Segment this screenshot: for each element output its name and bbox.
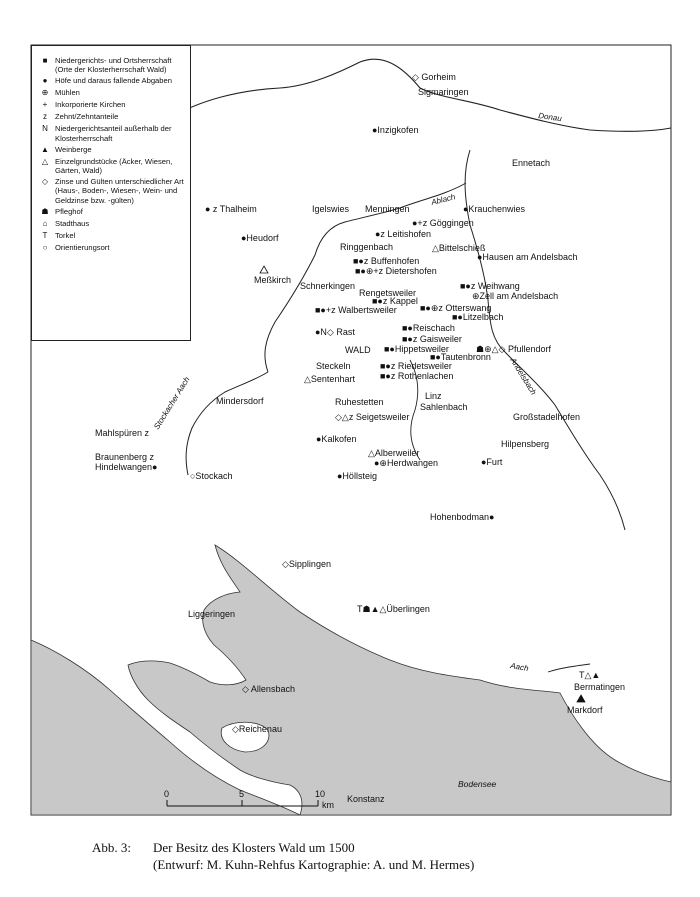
legend-label: Inkorporierte Kirchen: [55, 100, 126, 110]
lake-label: Bodensee: [458, 779, 497, 789]
place-label: ○Stockach: [190, 471, 233, 481]
dot-filled-icon: ●: [42, 76, 48, 86]
place-label: Bermatingen: [574, 682, 626, 692]
scale-tick-label: 5: [239, 789, 245, 799]
caption-credits: (Entwurf: M. Kuhn-Rehfus Kartographie: A. und M. Hermes): [153, 857, 475, 872]
scale-bar: [164, 789, 334, 810]
place-label: Markdorf: [567, 705, 603, 715]
place-label: Sigmaringen: [418, 87, 469, 97]
legend-label: Höfe und daraus fallende Abgaben: [55, 76, 172, 86]
place-label: Steckeln: [316, 361, 351, 371]
place-label: Hindelwangen●: [95, 462, 158, 472]
legend-label: Niedergerichts- und Ortsherrschaft (Orte der Klosterherrschaft Wald): [55, 56, 172, 75]
scale-tick-label: 10: [315, 789, 326, 799]
legend-label: Einzelgrundstücke (Äcker, Wiesen, Gärten, Wald): [55, 156, 173, 176]
place-label: ☗⊕△◇ Pfullendorf: [476, 344, 551, 354]
diamond-open-icon: ◇: [41, 177, 49, 187]
place-label: ●z Leitishofen: [375, 229, 431, 239]
place-label: ●Krauchenwies: [463, 204, 525, 214]
triangle-open-icon: △: [41, 156, 49, 166]
place-label: ◇ Allensbach: [242, 684, 295, 694]
place-label: ●+z Göggingen: [412, 218, 474, 228]
place-label: Braunenberg z: [95, 452, 155, 462]
place-label: ◇△z Seigetsweiler: [335, 412, 410, 422]
place-label: Linz: [425, 391, 442, 401]
circle-plus-icon: ⊕: [41, 88, 49, 98]
place-label: Großstadelhofen: [513, 412, 581, 422]
triangle-filled-icon: ▲: [41, 144, 49, 154]
place-label: T☗▲△Überlingen: [357, 604, 430, 614]
caption-title: Der Besitz des Klosters Wald um 1500: [153, 840, 355, 855]
place-label: ● z Thalheim: [205, 204, 257, 214]
place-label: Hohenbodman●: [430, 512, 495, 522]
place-label: Igelswies: [312, 204, 350, 214]
plus-icon: +: [42, 100, 48, 110]
place-label: Mindersdorf: [216, 396, 264, 406]
weinberg-markdorf-icon: [577, 695, 585, 702]
place-label: ●⊕Herdwangen: [374, 458, 439, 468]
place-label: Ennetach: [512, 158, 551, 168]
place-label: ■●Litzelbach: [452, 312, 504, 322]
place-label: Sahlenbach: [420, 402, 468, 412]
place-label: ■●z Rothenlachen: [380, 371, 454, 381]
place-label: WALD: [345, 345, 371, 355]
legend-label: Weinberge: [55, 144, 92, 154]
place-label: ■●Reischach: [402, 323, 455, 333]
house-filled-icon: ☗: [41, 206, 49, 216]
letter-t-icon: T: [42, 230, 48, 240]
place-label: ■●⊕+z Dietershofen: [355, 266, 437, 276]
place-label: ■●Hippetsweiler: [384, 344, 449, 354]
place-label: ◇ Gorheim: [412, 72, 456, 82]
square-filled-icon: ■: [42, 56, 48, 65]
letter-n-icon: N: [42, 124, 48, 134]
place-label: ●Furt: [481, 457, 503, 467]
place-label: Konstanz: [347, 794, 385, 804]
river-label: Andelsbach: [508, 356, 539, 397]
place-label: ■●z Weihwang: [460, 281, 520, 291]
place-label: ■●z Gaisweiler: [402, 334, 462, 344]
place-label: Ringgenbach: [340, 242, 394, 252]
scale-unit: km: [322, 800, 334, 810]
place-label: ■●z Buffenhofen: [353, 256, 420, 266]
place-label: ⊕Zell am Andelsbach: [472, 291, 559, 301]
scale-tick-label: 0: [164, 789, 170, 799]
legend-label: Torkel: [55, 230, 76, 240]
place-label: △Sentenhart: [304, 374, 355, 384]
place-label: ■●Tautenbronn: [430, 352, 491, 362]
river-label: Stockacher Aach: [152, 375, 192, 432]
place-label: Ruhestetten: [335, 397, 384, 407]
legend-label: Stadthaus: [55, 218, 90, 228]
river-label: Ablach: [430, 192, 457, 207]
place-label: ●Inzigkofen: [372, 125, 419, 135]
letter-z-icon: z: [43, 112, 47, 122]
legend-label: Zehnt/Zehntanteile: [55, 112, 119, 122]
caption-number: Abb. 3:: [92, 840, 131, 855]
grundstueck-messkirch-icon: [260, 266, 268, 273]
place-label: △Bittelschieß: [432, 243, 486, 253]
place-label: Hilpensberg: [501, 439, 550, 449]
place-label: ●Höllsteig: [337, 471, 377, 481]
place-label: Menningen: [365, 204, 410, 214]
place-label: ◇Reichenau: [232, 724, 282, 734]
place-label: Liggeringen: [188, 609, 236, 619]
legend-label: Zinse und Gülten unterschiedlicher Art (Haus-, Boden-, Wiesen-, Wein- und Geldzinse bzw. -gülten): [55, 177, 184, 205]
house-open-icon: ⌂: [42, 218, 48, 228]
place-label: ●Kalkofen: [316, 434, 357, 444]
place-label: ●N◇ Rast: [315, 327, 355, 337]
legend-label: Orientierungsort: [55, 242, 110, 252]
legend-label: Pfleghof: [55, 206, 83, 216]
place-label: ■●z Kappel: [372, 296, 418, 306]
place-label: ●Hausen am Andelsbach: [477, 252, 578, 262]
place-label: ●Heudorf: [241, 233, 279, 243]
legend-label: Niedergerichtsanteil außerhalb der Klosterherrschaft: [55, 124, 172, 143]
place-label: ■●z Riedetsweiler: [380, 361, 452, 371]
place-label: ■●+z Walbertsweiler: [315, 305, 397, 315]
place-label: Schnerkingen: [300, 281, 356, 291]
legend-label: Mühlen: [55, 88, 80, 98]
place-label: ◇Sipplingen: [282, 559, 331, 569]
place-label: Meßkirch: [254, 275, 292, 285]
place-label: △Alberweiler: [368, 448, 420, 458]
place-label: ■●⊕z Otterswang: [420, 303, 492, 313]
place-label: Mahlspüren z: [95, 428, 150, 438]
place-label: Rengetsweiler: [359, 288, 417, 298]
circle-open-icon: ○: [42, 242, 48, 252]
river-label: Aach: [509, 661, 530, 674]
river-label: Donau: [537, 111, 563, 124]
place-label: T△▲: [579, 670, 601, 680]
